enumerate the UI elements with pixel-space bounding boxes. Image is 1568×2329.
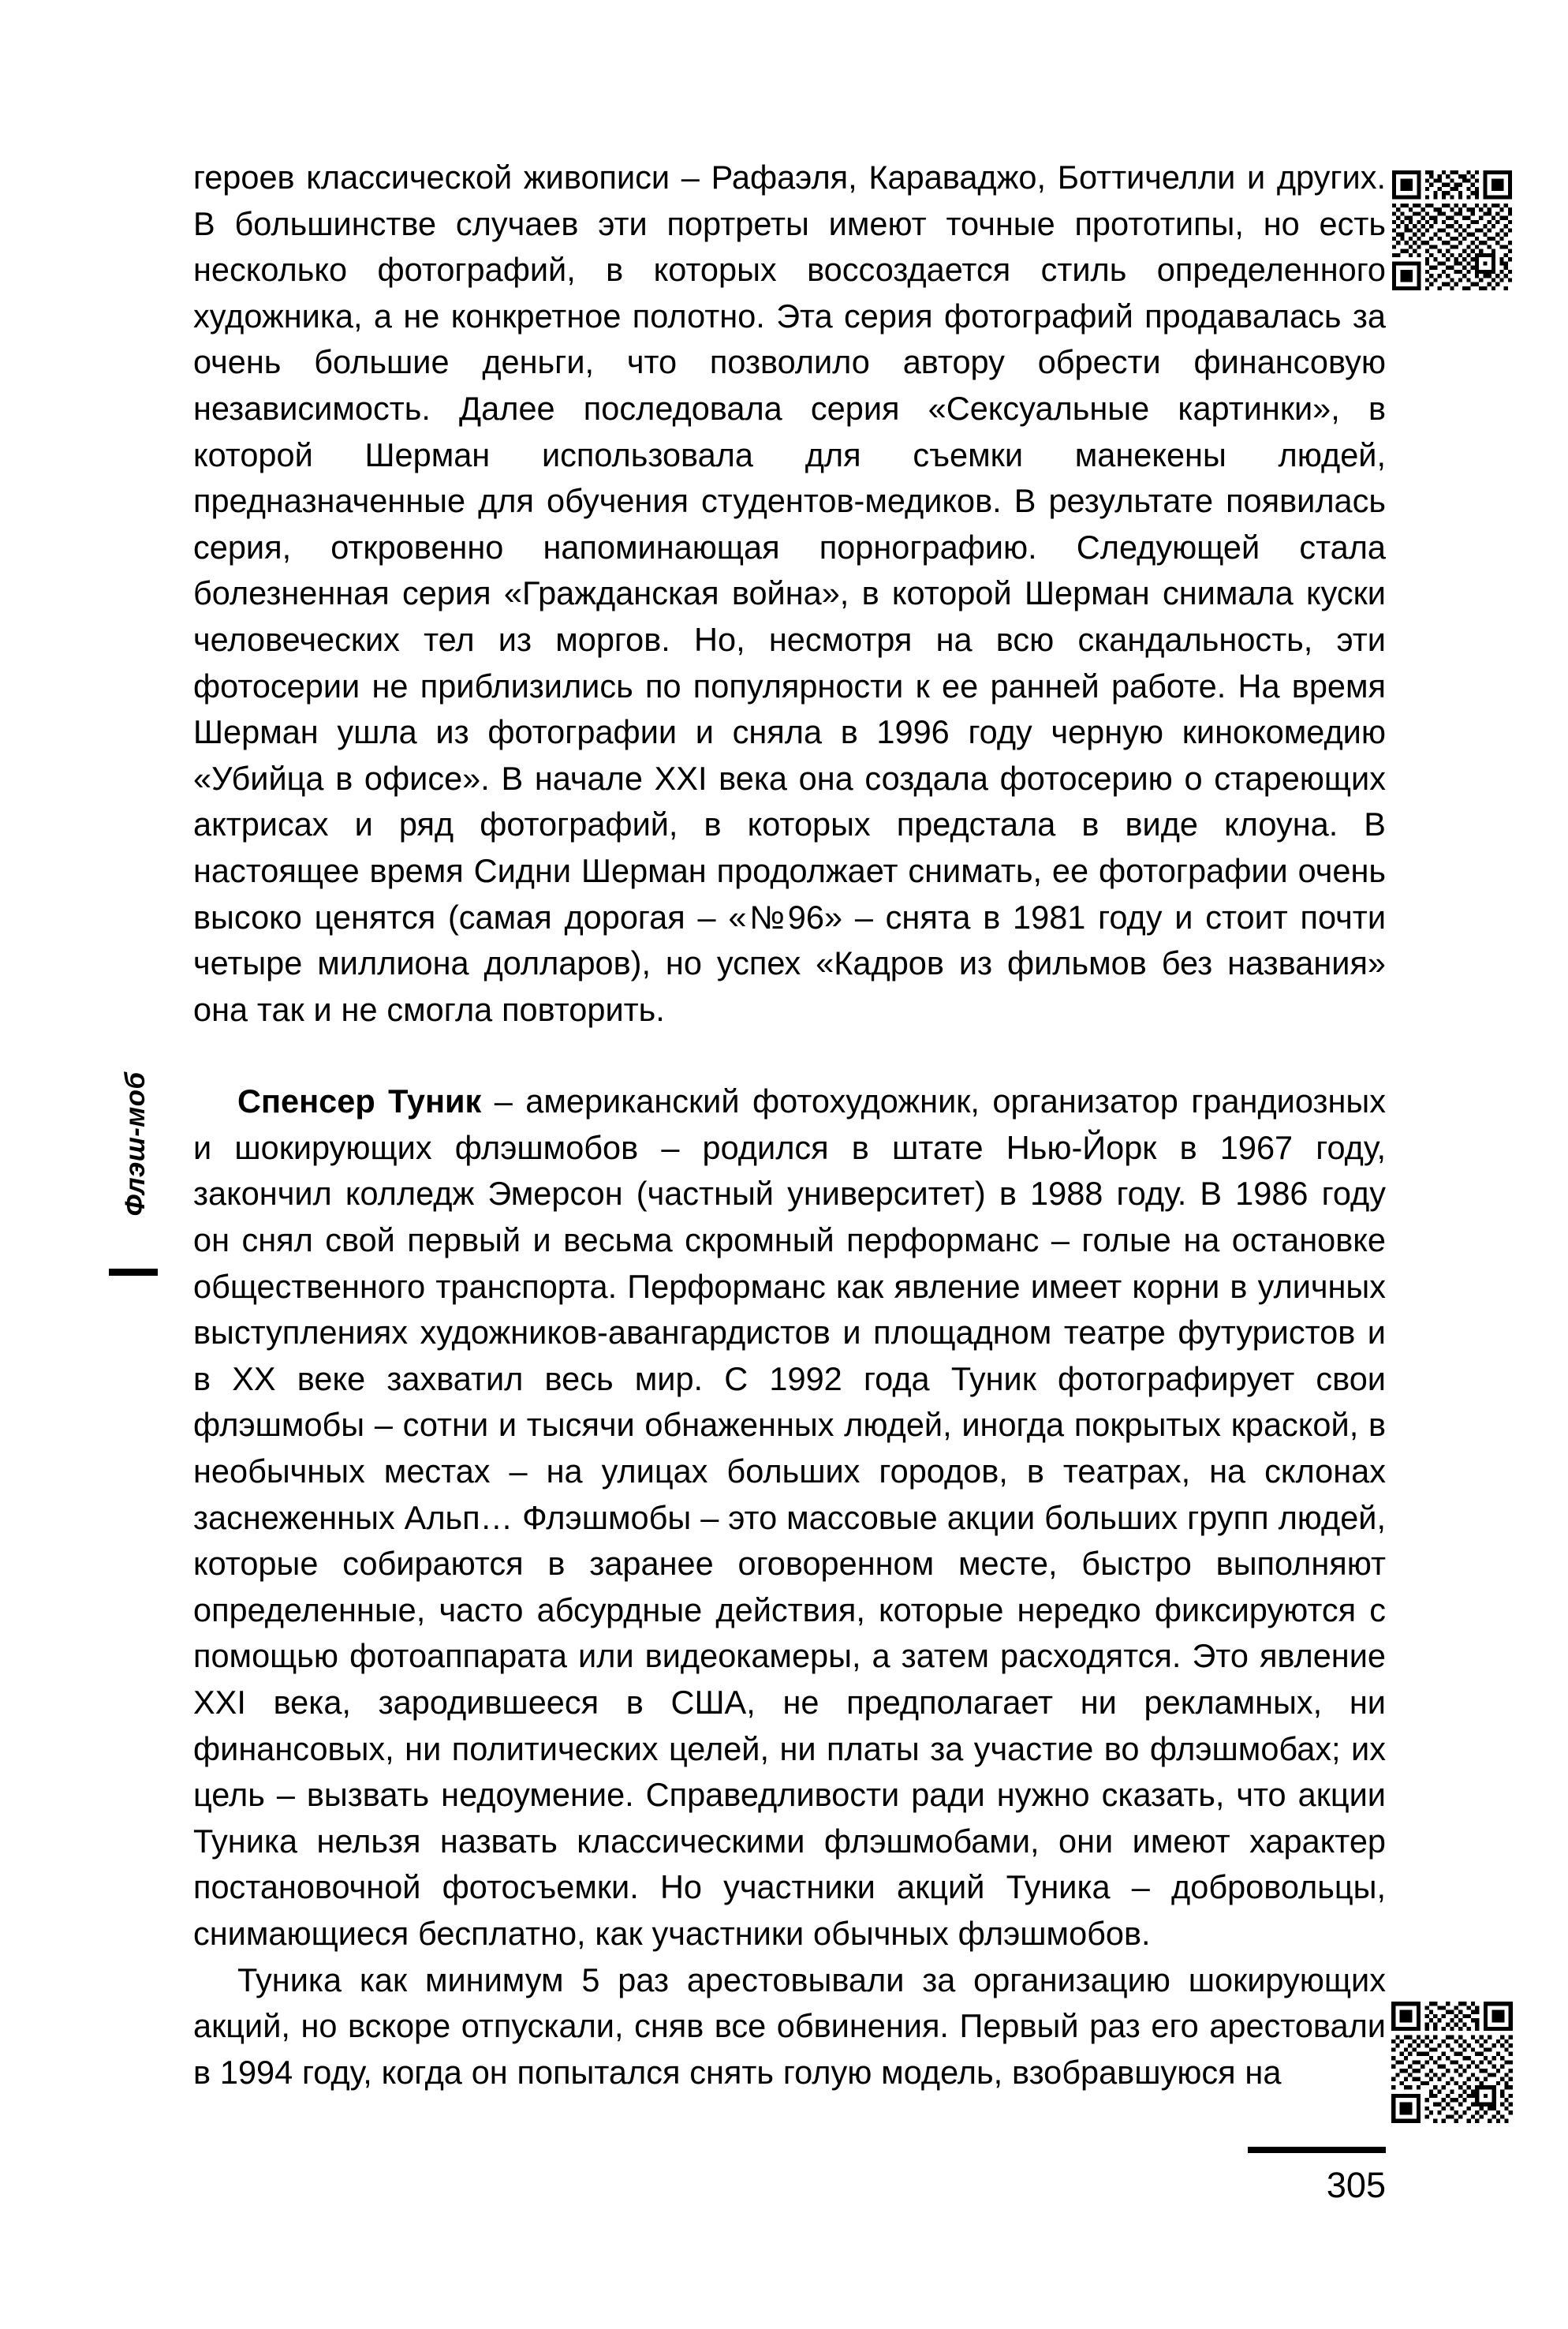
text-column xyxy=(193,155,1386,2095)
paragraph-3: Туника как минимум 5 раз арестовывали за организацию шокирующих акций, но вскоре отпускали, сняв все обвинения. Первый раз его арестовали в 1994 году, когда он попытался снять голую модель, взобравшуюся на xyxy=(193,1961,1386,2091)
side-running-head-label: Флэш-моб xyxy=(120,1071,151,1217)
paragraph-1: героев классической живописи – Рафаэля, Караваджо, Боттичелли и других. В большинстве случаев эти портреты имеют точные прототипы, но есть несколько фотографий, в которых воссоздается стиль определенного художника, а не конкретное полотно. Эта серия фотографий продавалась за очень большие деньги, что позволило автору обрести финансовую независимость. Далее последовала серия «Сексуальные картинки», в которой Шерман использовала для съемки манекены людей, предназначенные для обучения студентов-медиков. В результате появилась серия, откровенно напоминающая порнографию. Следующей стала болезненная серия «Гражданская война», в которой Шерман снимала куски человеческих тел из моргов. Но, несмотря на всю скандальность, эти фотосерии не приблизились по популярности к ее ранней работе. На время Шерман ушла из фотографии и сняла в 1996 году черную кинокомедию «Убийца в офисе». В начале XXI века она создала фотосерию о стареющих актрисах и ряд фотографий, в которых предстала в виде клоуна. В настоящее время Сидни Шерман продолжает снимать, ее фотографии очень высоко ценятся (самая дорогая – «№96» – снята в 1981 году и стоит почти четыре миллиона долларов), но успех «Кадров из фильмов без названия» она так и не смогла повторить. xyxy=(193,159,1386,1028)
side-running-head-rule xyxy=(109,1269,158,1276)
page-number: 305 xyxy=(1326,2165,1386,2205)
qr-code-bottom-right-icon xyxy=(1391,2002,1513,2123)
paragraph-2-text: – американский фотохудожник, организатор грандиозных и шокирующих флэшмобов – родился в штате Нью-Йорк в 1967 году, закончил колледж Эмерсон (частный университет) в 1988 году. В 1986 году он снял свой первый и весьма скромный перформанс – голые на остановке общественного транспорта. Перформанс как явление имеет корни в уличных выступлениях художников-авангардистов и площадном театре футуристов и в XX веке захватил весь мир. С 1992 года Туник фотографирует свои флэшмобы – сотни и тысячи обнаженных людей, иногда покрытых краской, в необычных местах – на улицах больших городов, в театрах, на склонах заснеженных Альп… Флэшмобы – это массовые акции больших групп людей, которые собираются в заранее оговоренном месте, быстро выполняют определенные, часто абсурдные действия, которые нередко фиксируются с помощью фотоаппарата или видеокамеры, а затем расходятся. Это явление XXI века, зародившееся в США, не предполагает ни рекламных, ни финансовых, ни политических целей, ни платы за участие во флэшмобах; их цель – вызвать недоумение. Справедливости ради нужно сказать, что акции Туника нельзя назвать классическими флэшмобами, они имеют характер постановочной фотосъемки. Но участники акций Туника – добровольцы, снимающиеся бесплатно, как участники обычных флэшмобов. xyxy=(193,1082,1386,1952)
qr-code-top-right-icon xyxy=(1392,170,1512,290)
footer-rule xyxy=(1248,2147,1386,2153)
lead-name-spencer-tunick: Спенсер Туник xyxy=(237,1082,482,1120)
side-running-head xyxy=(88,1026,183,1310)
paragraph-2 xyxy=(193,1079,1386,1957)
